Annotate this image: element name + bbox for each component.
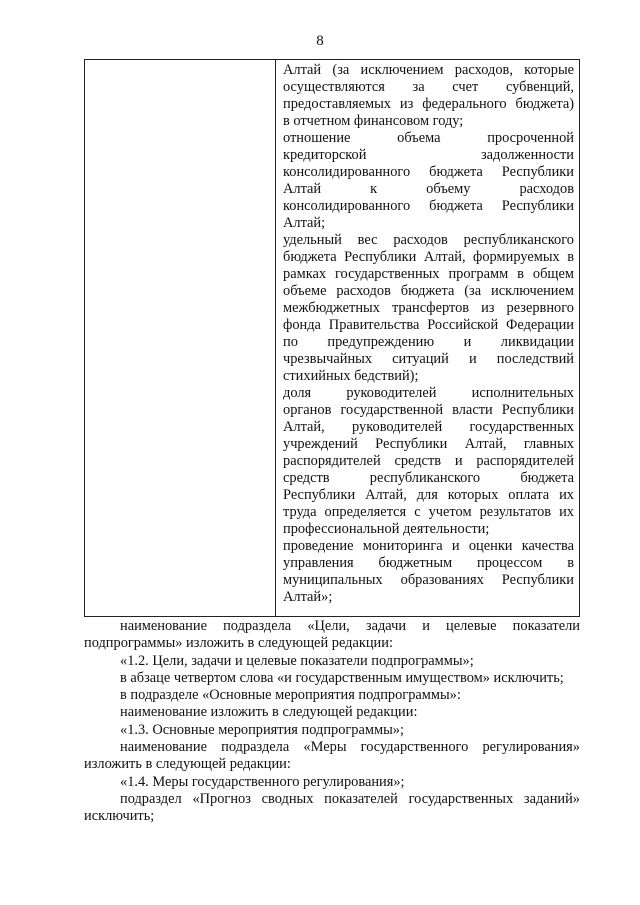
body-text-line: «1.4. Меры государственного регулирования»; [120,773,405,790]
table-cell-line: бюджета Республики Алтай, формируемых в [283,249,574,265]
table-cell-line: управления бюджетным процессом в [283,555,574,571]
table-cell-line: стихийных бедствий); [283,368,419,384]
body-text-line: в абзаце четвертом слова «и государственным имуществом» исключить; [120,669,564,686]
table-cell-line: по предупреждению и ликвидации [283,334,574,350]
table-cell-line: объеме расходов бюджета (за исключением [283,283,574,299]
table-cell-line: рамках государственных программ в общем [283,266,574,282]
body-text-line: подпрограммы» изложить в следующей редакции: [84,635,393,652]
body-text-line: «1.3. Основные мероприятия подпрограммы»; [120,721,404,738]
table-cell-line: чрезвычайных ситуаций и последствий [283,351,574,367]
table-cell-line: осуществляются за счет субвенций, [283,79,574,95]
table-cell-line: консолидированного бюджета Республики [283,198,574,214]
table-cell-line: Алтай; [283,215,326,231]
table-cell-line: консолидированного бюджета Республики [283,164,574,180]
document-body [84,618,580,826]
table-cell-line: распорядителей средств и распорядителей [283,453,574,469]
body-text-line: подраздел «Прогноз сводных показателей государственных заданий» [120,790,580,807]
body-text-line: «1.2. Цели, задачи и целевые показатели подпрограммы»; [120,652,474,669]
table-cell-line: отношение объема просроченной [283,130,574,146]
table-cell-line: межбюджетных трансфертов из резервного [283,300,574,316]
table-cell-line: Алтай, руководителей государственных [283,419,574,435]
table-cell-line: Алтай»; [283,589,333,605]
table-cell-line: удельный вес расходов республиканского [283,232,574,248]
table-cell-line: органов государственной власти Республики [283,402,574,418]
body-text-line: в подразделе «Основные мероприятия подпрограммы»: [120,687,461,704]
table-cell-line: доля руководителей исполнительных [283,385,574,401]
body-text-line: наименование подраздела «Цели, задачи и целевые показатели [120,618,580,634]
table-column-divider [275,60,276,616]
table-cell-line: учреждений Республики Алтай, главных [283,436,574,452]
body-text-line: изложить в следующей редакции: [84,756,291,773]
table-cell-line: муниципальных образованиях Республики [283,572,574,588]
table-cell-line: кредиторской задолженности [283,147,574,163]
table-cell-line: средств республиканского бюджета [283,470,574,486]
page-number: 8 [316,33,324,49]
table-cell-line: Республики Алтай, для которых оплата их [283,487,574,503]
body-text-line: наименование изложить в следующей редакции: [120,704,418,721]
table-cell-line: проведение мониторинга и оценки качества [283,538,574,554]
table-cell-line: фонда Правительства Российской Федерации [283,317,574,333]
content-table [84,59,580,617]
table-cell-line: Алтай (за исключением расходов, которые [283,62,574,78]
table-cell-line: Алтай к объему расходов [283,181,574,197]
table-cell-line: труда определяется с учетом результатов их [283,504,574,520]
body-text-line: исключить; [84,808,155,825]
body-text-line: наименование подраздела «Меры государственного регулирования» [120,739,580,756]
table-right-cell [283,62,574,606]
table-cell-line: предоставляемых из федерального бюджета) [283,96,574,112]
table-cell-line: в отчетном финансовом году; [283,113,464,129]
table-cell-line: профессиональной деятельности; [283,521,490,537]
